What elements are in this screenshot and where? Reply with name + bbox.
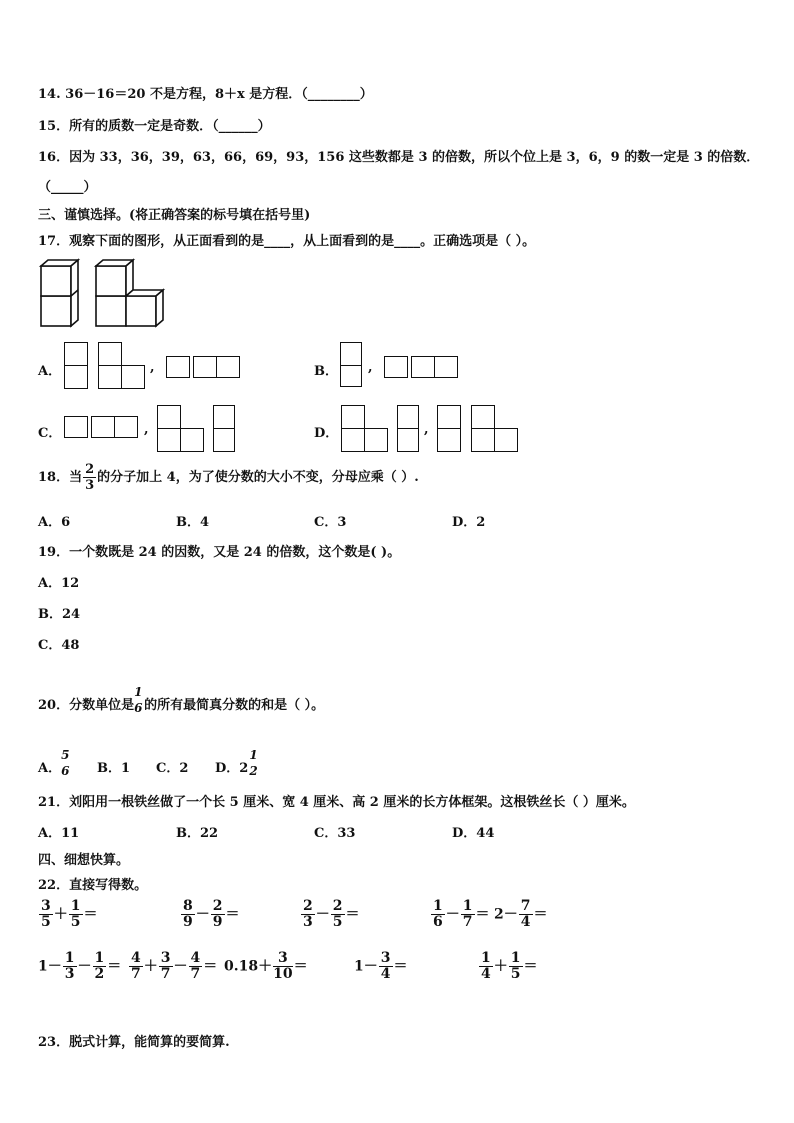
- question-16-blank: （_____）: [38, 180, 97, 195]
- q18-prefix: 18．当: [38, 470, 83, 485]
- option-d-comma: ,: [424, 422, 429, 437]
- q19-option-a: A．12: [38, 576, 80, 591]
- calc-r2-e1: 1－ $\frac{1}{3}$ － $\frac{1}{2}$ ＝: [38, 950, 122, 982]
- calc-r1-e1: $\frac{3}{5}$ ＋ $\frac{1}{5}$ ＝: [41, 898, 98, 930]
- calc-r1-e5: 2－ $\frac{7}{4}$ ＝: [494, 898, 548, 930]
- calc-r1-e4: $\frac{1}{6}$ － $\frac{1}{7}$ ＝: [433, 898, 490, 930]
- q21-option-a: A．11: [38, 826, 80, 841]
- calc-r1-e2: $\frac{8}{9}$ － $\frac{2}{9}$ ＝: [183, 898, 240, 930]
- q18-numerator: 2: [85, 462, 95, 477]
- q20-frac-num: 1: [134, 685, 143, 699]
- q18-option-a: A．6: [38, 515, 71, 530]
- calc-r1-e3: $\frac{2}{3}$ － $\frac{2}{5}$ ＝: [303, 898, 360, 930]
- option-a-label: A．: [38, 364, 62, 379]
- q21-option-c: C．33: [314, 826, 356, 841]
- q20-option-b: B．1: [97, 761, 131, 776]
- question-19: 19．一个数既是 24 的因数，又是 24 的倍数，这个数是( )。: [38, 545, 401, 560]
- calc-r2-e2: $\frac{4}{7}$ ＋ $\frac{3}{7}$ － $\frac{4}{7}$ ＝: [131, 950, 218, 982]
- option-d-label: D．: [314, 426, 339, 441]
- q18-option-c: C．3: [314, 515, 347, 530]
- question-23: 23．脱式计算，能简算的要简算.: [38, 1035, 230, 1050]
- question-22: 22．直接写得数。: [38, 878, 148, 893]
- q20-option-d: D．2 1 2: [215, 748, 258, 778]
- q20-option-c: C．2: [156, 761, 189, 776]
- question-18: [38, 462, 419, 493]
- question-21: 21．刘阳用一根铁丝做了一个长 5 厘米、宽 4 厘米、高 2 厘米的长方体框架。这根铁丝长（ ）厘米。: [38, 795, 635, 810]
- q20-frac-den: 6: [134, 701, 143, 715]
- q20-suffix: 的所有最简真分数的和是（ ）。: [144, 698, 325, 713]
- q18-suffix: 的分子加上 4，为了使分数的大小不变，分母应乘（ ）.: [97, 470, 419, 485]
- calc-r2-e4: 1－ $\frac{3}{4}$ ＝: [354, 950, 408, 982]
- calc-r2-e3: 0.18＋ $\frac{3}{10}$ ＝: [224, 950, 308, 982]
- question-14: 14. 36－16＝20 不是方程，8＋x 是方程．（________）: [38, 87, 373, 102]
- q20-option-a: A． 5 6: [38, 748, 70, 778]
- calc-r2-e5: $\frac{1}{4}$ ＋ $\frac{1}{5}$ ＝: [481, 950, 538, 982]
- q18-option-b: B．4: [176, 515, 210, 530]
- question-20: [38, 685, 325, 715]
- question-15: 15．所有的质数一定是奇数．（______）: [38, 119, 271, 134]
- q19-option-b: B．24: [38, 607, 81, 622]
- q21-option-b: B．22: [176, 826, 219, 841]
- option-b-label: B．: [314, 364, 338, 379]
- option-c-comma: ,: [144, 422, 149, 437]
- q18-denominator: 3: [85, 478, 95, 493]
- option-c-label: C．: [38, 426, 62, 441]
- q19-option-c: C．48: [38, 638, 80, 653]
- option-a-comma: ,: [150, 360, 155, 375]
- question-16: 16．因为 33，36，39，63，66，69，93，156 这些数都是 3 的倍数，所以个位上是 3，6，9 的数一定是 3 的倍数．: [38, 150, 760, 165]
- option-b-comma: ,: [368, 360, 373, 375]
- cube-figure: [36, 258, 166, 330]
- question-17: 17．观察下面的图形，从正面看到的是____，从上面看到的是____。正确选项是（ ）。: [38, 234, 536, 249]
- section-3-heading: 三、谨慎选择。(将正确答案的标号填在括号里): [38, 208, 311, 223]
- section-4-heading: 四、细想快算。: [38, 853, 130, 868]
- q20-prefix: 20．分数单位是: [38, 698, 135, 713]
- q21-option-d: D．44: [452, 826, 495, 841]
- q18-option-d: D．2: [452, 515, 486, 530]
